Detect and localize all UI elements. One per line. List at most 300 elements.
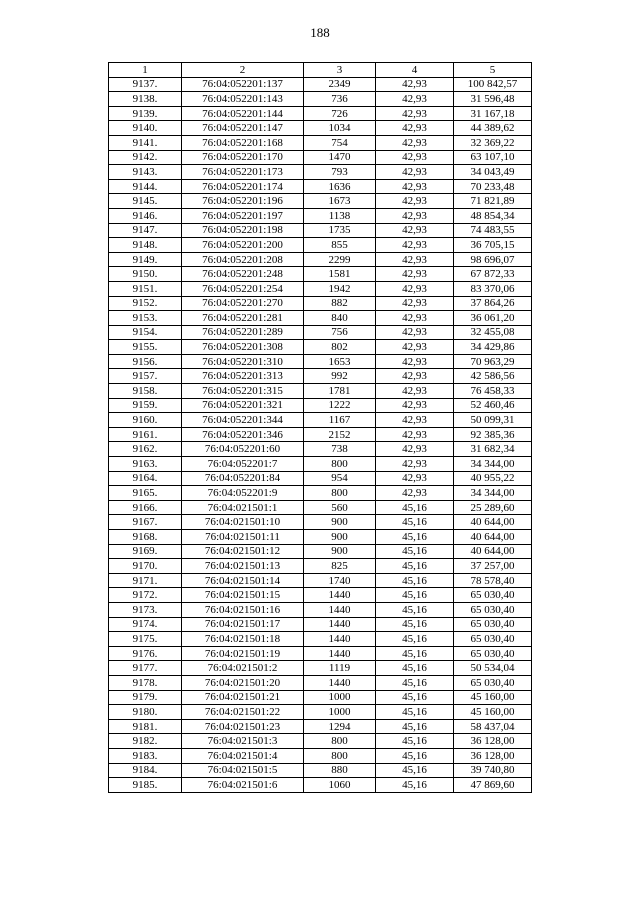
cell-area: 736 <box>304 92 376 107</box>
header-col-3: 3 <box>304 63 376 78</box>
table-row <box>109 559 532 574</box>
cell-row-number: 9172. <box>109 588 182 603</box>
table-row <box>109 646 532 661</box>
cell-row-number: 9149. <box>109 252 182 267</box>
cell-cadastral-number: 76:04:021501:11 <box>182 530 304 545</box>
table-row <box>109 252 532 267</box>
cell-rate: 45,16 <box>376 778 454 793</box>
cell-cadastral-number: 76:04:052201:346 <box>182 427 304 442</box>
cell-row-number: 9141. <box>109 135 182 150</box>
cell-value: 74 483,55 <box>454 223 532 238</box>
table-row <box>109 208 532 223</box>
cell-area: 825 <box>304 559 376 574</box>
cell-area: 1119 <box>304 661 376 676</box>
table-header-row <box>109 63 532 78</box>
cell-area: 1470 <box>304 150 376 165</box>
cell-area: 756 <box>304 325 376 340</box>
cell-rate: 42,93 <box>376 340 454 355</box>
cell-cadastral-number: 76:04:052201:147 <box>182 121 304 136</box>
cell-cadastral-number: 76:04:052201:143 <box>182 92 304 107</box>
cell-value: 63 107,10 <box>454 150 532 165</box>
cell-row-number: 9152. <box>109 296 182 311</box>
table-row <box>109 632 532 647</box>
cell-cadastral-number: 76:04:052201:196 <box>182 194 304 209</box>
cell-area: 1000 <box>304 690 376 705</box>
cell-rate: 42,93 <box>376 354 454 369</box>
cell-area: 992 <box>304 369 376 384</box>
table-row <box>109 486 532 501</box>
cell-rate: 45,16 <box>376 690 454 705</box>
cell-value: 71 821,89 <box>454 194 532 209</box>
table-row <box>109 77 532 92</box>
table-row <box>109 500 532 515</box>
cell-row-number: 9156. <box>109 354 182 369</box>
cell-rate: 45,16 <box>376 530 454 545</box>
table-row <box>109 179 532 194</box>
cell-cadastral-number: 76:04:052201:60 <box>182 442 304 457</box>
cell-row-number: 9148. <box>109 238 182 253</box>
cell-row-number: 9157. <box>109 369 182 384</box>
cell-area: 954 <box>304 471 376 486</box>
cell-area: 1167 <box>304 413 376 428</box>
cell-rate: 42,93 <box>376 471 454 486</box>
cell-value: 40 644,00 <box>454 515 532 530</box>
cell-row-number: 9183. <box>109 748 182 763</box>
cell-area: 793 <box>304 165 376 180</box>
table-row <box>109 748 532 763</box>
cell-cadastral-number: 76:04:052201:137 <box>182 77 304 92</box>
cell-area: 840 <box>304 311 376 326</box>
cell-area: 726 <box>304 106 376 121</box>
cell-area: 1636 <box>304 179 376 194</box>
cell-value: 31 167,18 <box>454 106 532 121</box>
cell-row-number: 9162. <box>109 442 182 457</box>
cell-cadastral-number: 76:04:052201:168 <box>182 135 304 150</box>
cell-value: 45 160,00 <box>454 705 532 720</box>
cell-rate: 45,16 <box>376 588 454 603</box>
cell-value: 34 344,00 <box>454 486 532 501</box>
table-row <box>109 413 532 428</box>
cell-value: 98 696,07 <box>454 252 532 267</box>
cell-rate: 42,93 <box>376 252 454 267</box>
table-row <box>109 719 532 734</box>
cell-rate: 45,16 <box>376 617 454 632</box>
cell-cadastral-number: 76:04:052201:313 <box>182 369 304 384</box>
cell-rate: 42,93 <box>376 223 454 238</box>
cell-area: 900 <box>304 530 376 545</box>
cell-rate: 42,93 <box>376 150 454 165</box>
table-row <box>109 354 532 369</box>
cell-area: 880 <box>304 763 376 778</box>
cell-row-number: 9150. <box>109 267 182 282</box>
cell-cadastral-number: 76:04:052201:308 <box>182 340 304 355</box>
cell-row-number: 9163. <box>109 457 182 472</box>
cell-rate: 45,16 <box>376 748 454 763</box>
cell-cadastral-number: 76:04:021501:5 <box>182 763 304 778</box>
cell-value: 37 864,26 <box>454 296 532 311</box>
cell-rate: 42,93 <box>376 194 454 209</box>
table-row <box>109 544 532 559</box>
table-row <box>109 311 532 326</box>
cell-row-number: 9167. <box>109 515 182 530</box>
cell-area: 1673 <box>304 194 376 209</box>
cell-cadastral-number: 76:04:021501:23 <box>182 719 304 734</box>
cell-row-number: 9182. <box>109 734 182 749</box>
cell-area: 1581 <box>304 267 376 282</box>
cell-cadastral-number: 76:04:021501:4 <box>182 748 304 763</box>
cell-value: 36 705,15 <box>454 238 532 253</box>
cell-area: 1735 <box>304 223 376 238</box>
cell-rate: 42,93 <box>376 427 454 442</box>
cell-cadastral-number: 76:04:021501:19 <box>182 646 304 661</box>
cell-cadastral-number: 76:04:021501:18 <box>182 632 304 647</box>
cell-row-number: 9168. <box>109 530 182 545</box>
cell-value: 36 128,00 <box>454 748 532 763</box>
cell-value: 65 030,40 <box>454 617 532 632</box>
cell-value: 34 344,00 <box>454 457 532 472</box>
cell-cadastral-number: 76:04:021501:1 <box>182 500 304 515</box>
cell-area: 1138 <box>304 208 376 223</box>
cell-row-number: 9138. <box>109 92 182 107</box>
cell-row-number: 9166. <box>109 500 182 515</box>
cell-rate: 42,93 <box>376 486 454 501</box>
cell-rate: 42,93 <box>376 369 454 384</box>
cell-area: 1440 <box>304 632 376 647</box>
cell-value: 76 458,33 <box>454 384 532 399</box>
table-row <box>109 617 532 632</box>
cell-row-number: 9160. <box>109 413 182 428</box>
table-row <box>109 267 532 282</box>
header-col-2: 2 <box>182 63 304 78</box>
cell-row-number: 9174. <box>109 617 182 632</box>
table-row <box>109 369 532 384</box>
cell-value: 78 578,40 <box>454 573 532 588</box>
cell-rate: 42,93 <box>376 165 454 180</box>
cell-value: 65 030,40 <box>454 588 532 603</box>
cell-rate: 45,16 <box>376 602 454 617</box>
cell-value: 39 740,80 <box>454 763 532 778</box>
cell-cadastral-number: 76:04:052201:289 <box>182 325 304 340</box>
cell-cadastral-number: 76:04:052201:248 <box>182 267 304 282</box>
cell-area: 1653 <box>304 354 376 369</box>
cell-rate: 42,93 <box>376 267 454 282</box>
cell-value: 42 586,56 <box>454 369 532 384</box>
cell-rate: 42,93 <box>376 296 454 311</box>
cell-cadastral-number: 76:04:052201:270 <box>182 296 304 311</box>
table-row <box>109 150 532 165</box>
cell-cadastral-number: 76:04:052201:144 <box>182 106 304 121</box>
cell-value: 34 043,49 <box>454 165 532 180</box>
cell-rate: 45,16 <box>376 705 454 720</box>
cell-value: 37 257,00 <box>454 559 532 574</box>
cell-value: 40 644,00 <box>454 544 532 559</box>
table-row <box>109 778 532 793</box>
table-row <box>109 165 532 180</box>
cell-cadastral-number: 76:04:021501:13 <box>182 559 304 574</box>
cell-area: 2299 <box>304 252 376 267</box>
cell-row-number: 9171. <box>109 573 182 588</box>
cell-rate: 42,93 <box>376 325 454 340</box>
cell-area: 1034 <box>304 121 376 136</box>
cell-area: 2152 <box>304 427 376 442</box>
cell-cadastral-number: 76:04:052201:9 <box>182 486 304 501</box>
cell-area: 560 <box>304 500 376 515</box>
table-row <box>109 471 532 486</box>
cell-rate: 45,16 <box>376 573 454 588</box>
cell-row-number: 9177. <box>109 661 182 676</box>
cell-area: 1440 <box>304 646 376 661</box>
cell-value: 58 437,04 <box>454 719 532 734</box>
cell-row-number: 9142. <box>109 150 182 165</box>
cell-value: 32 369,22 <box>454 135 532 150</box>
cell-area: 800 <box>304 486 376 501</box>
cell-area: 800 <box>304 457 376 472</box>
cell-rate: 42,93 <box>376 384 454 399</box>
table-row <box>109 427 532 442</box>
cell-value: 65 030,40 <box>454 675 532 690</box>
table-row <box>109 734 532 749</box>
cell-row-number: 9145. <box>109 194 182 209</box>
cell-row-number: 9154. <box>109 325 182 340</box>
cell-row-number: 9143. <box>109 165 182 180</box>
cell-value: 40 644,00 <box>454 530 532 545</box>
cell-row-number: 9178. <box>109 675 182 690</box>
table-body <box>109 77 532 792</box>
cell-value: 25 289,60 <box>454 500 532 515</box>
cell-value: 36 128,00 <box>454 734 532 749</box>
cell-value: 100 842,57 <box>454 77 532 92</box>
cell-area: 1440 <box>304 617 376 632</box>
table-row <box>109 442 532 457</box>
cell-cadastral-number: 76:04:052201:321 <box>182 398 304 413</box>
cell-rate: 42,93 <box>376 208 454 223</box>
cell-value: 83 370,06 <box>454 281 532 296</box>
cell-row-number: 9184. <box>109 763 182 778</box>
cell-rate: 42,93 <box>376 135 454 150</box>
cell-value: 50 099,31 <box>454 413 532 428</box>
cell-area: 900 <box>304 515 376 530</box>
cell-area: 900 <box>304 544 376 559</box>
cell-rate: 42,93 <box>376 281 454 296</box>
cell-rate: 45,16 <box>376 646 454 661</box>
cell-value: 44 389,62 <box>454 121 532 136</box>
cell-row-number: 9180. <box>109 705 182 720</box>
cell-rate: 45,16 <box>376 515 454 530</box>
table-row <box>109 340 532 355</box>
cell-row-number: 9153. <box>109 311 182 326</box>
table-row <box>109 135 532 150</box>
cell-cadastral-number: 76:04:052201:200 <box>182 238 304 253</box>
cell-row-number: 9176. <box>109 646 182 661</box>
cell-row-number: 9185. <box>109 778 182 793</box>
cell-rate: 42,93 <box>376 457 454 472</box>
cell-rate: 42,93 <box>376 413 454 428</box>
cell-value: 50 534,04 <box>454 661 532 676</box>
cell-row-number: 9165. <box>109 486 182 501</box>
cell-row-number: 9155. <box>109 340 182 355</box>
table-row <box>109 223 532 238</box>
cell-cadastral-number: 76:04:021501:12 <box>182 544 304 559</box>
table-row <box>109 398 532 413</box>
cell-area: 1440 <box>304 588 376 603</box>
cell-rate: 45,16 <box>376 734 454 749</box>
cell-row-number: 9181. <box>109 719 182 734</box>
cell-cadastral-number: 76:04:021501:2 <box>182 661 304 676</box>
cell-area: 738 <box>304 442 376 457</box>
cell-area: 1440 <box>304 602 376 617</box>
cell-row-number: 9140. <box>109 121 182 136</box>
cell-value: 67 872,33 <box>454 267 532 282</box>
cell-row-number: 9158. <box>109 384 182 399</box>
cell-area: 1781 <box>304 384 376 399</box>
cell-value: 70 233,48 <box>454 179 532 194</box>
cell-row-number: 9175. <box>109 632 182 647</box>
cell-value: 65 030,40 <box>454 602 532 617</box>
cell-area: 1294 <box>304 719 376 734</box>
cell-value: 47 869,60 <box>454 778 532 793</box>
cell-cadastral-number: 76:04:052201:281 <box>182 311 304 326</box>
cell-area: 1440 <box>304 675 376 690</box>
table-row <box>109 106 532 121</box>
cell-value: 65 030,40 <box>454 632 532 647</box>
cell-row-number: 9139. <box>109 106 182 121</box>
cell-rate: 42,93 <box>376 179 454 194</box>
cell-cadastral-number: 76:04:021501:16 <box>182 602 304 617</box>
cell-rate: 42,93 <box>376 311 454 326</box>
cell-value: 31 596,48 <box>454 92 532 107</box>
table-row <box>109 763 532 778</box>
cell-area: 802 <box>304 340 376 355</box>
cell-cadastral-number: 76:04:052201:315 <box>182 384 304 399</box>
cell-cadastral-number: 76:04:052201:7 <box>182 457 304 472</box>
cell-value: 45 160,00 <box>454 690 532 705</box>
cell-rate: 45,16 <box>376 632 454 647</box>
cell-value: 31 682,34 <box>454 442 532 457</box>
cell-area: 1060 <box>304 778 376 793</box>
cell-cadastral-number: 76:04:052201:197 <box>182 208 304 223</box>
cell-rate: 45,16 <box>376 559 454 574</box>
table-row <box>109 705 532 720</box>
table-row <box>109 515 532 530</box>
cell-area: 754 <box>304 135 376 150</box>
cell-row-number: 9147. <box>109 223 182 238</box>
cell-area: 800 <box>304 734 376 749</box>
table-row <box>109 457 532 472</box>
cell-value: 70 963,29 <box>454 354 532 369</box>
cell-rate: 42,93 <box>376 442 454 457</box>
cell-row-number: 9179. <box>109 690 182 705</box>
cell-rate: 42,93 <box>376 238 454 253</box>
table-row <box>109 661 532 676</box>
cell-area: 800 <box>304 748 376 763</box>
header-col-5: 5 <box>454 63 532 78</box>
cell-value: 52 460,46 <box>454 398 532 413</box>
cell-rate: 42,93 <box>376 77 454 92</box>
cell-cadastral-number: 76:04:052201:173 <box>182 165 304 180</box>
table-row <box>109 675 532 690</box>
table-row <box>109 530 532 545</box>
cell-area: 1222 <box>304 398 376 413</box>
cell-rate: 45,16 <box>376 661 454 676</box>
cell-value: 36 061,20 <box>454 311 532 326</box>
cell-cadastral-number: 76:04:052201:84 <box>182 471 304 486</box>
cell-row-number: 9159. <box>109 398 182 413</box>
cell-row-number: 9151. <box>109 281 182 296</box>
table-row <box>109 238 532 253</box>
cell-row-number: 9144. <box>109 179 182 194</box>
cell-area: 882 <box>304 296 376 311</box>
cell-cadastral-number: 76:04:021501:3 <box>182 734 304 749</box>
cell-cadastral-number: 76:04:052201:310 <box>182 354 304 369</box>
table-row <box>109 281 532 296</box>
cell-rate: 45,16 <box>376 544 454 559</box>
table-row <box>109 573 532 588</box>
cell-row-number: 9161. <box>109 427 182 442</box>
cell-row-number: 9173. <box>109 602 182 617</box>
table-row <box>109 384 532 399</box>
cell-value: 48 854,34 <box>454 208 532 223</box>
cell-row-number: 9146. <box>109 208 182 223</box>
table-row <box>109 325 532 340</box>
cell-value: 34 429,86 <box>454 340 532 355</box>
cell-cadastral-number: 76:04:021501:15 <box>182 588 304 603</box>
cell-cadastral-number: 76:04:052201:174 <box>182 179 304 194</box>
cell-rate: 45,16 <box>376 763 454 778</box>
cell-cadastral-number: 76:04:021501:22 <box>182 705 304 720</box>
cell-rate: 42,93 <box>376 398 454 413</box>
table-row <box>109 121 532 136</box>
cell-row-number: 9137. <box>109 77 182 92</box>
table-row <box>109 194 532 209</box>
cell-rate: 45,16 <box>376 675 454 690</box>
table-row <box>109 690 532 705</box>
cell-cadastral-number: 76:04:052201:198 <box>182 223 304 238</box>
cell-cadastral-number: 76:04:052201:208 <box>182 252 304 267</box>
cell-rate: 45,16 <box>376 719 454 734</box>
cell-value: 65 030,40 <box>454 646 532 661</box>
cell-row-number: 9164. <box>109 471 182 486</box>
cell-rate: 42,93 <box>376 121 454 136</box>
cell-area: 855 <box>304 238 376 253</box>
header-col-4: 4 <box>376 63 454 78</box>
cell-cadastral-number: 76:04:052201:170 <box>182 150 304 165</box>
cell-area: 1942 <box>304 281 376 296</box>
cell-cadastral-number: 76:04:021501:21 <box>182 690 304 705</box>
cell-cadastral-number: 76:04:021501:6 <box>182 778 304 793</box>
table-row <box>109 602 532 617</box>
cell-cadastral-number: 76:04:021501:10 <box>182 515 304 530</box>
cell-row-number: 9170. <box>109 559 182 574</box>
cell-cadastral-number: 76:04:052201:254 <box>182 281 304 296</box>
table-row <box>109 92 532 107</box>
table-row <box>109 296 532 311</box>
cell-rate: 45,16 <box>376 500 454 515</box>
table-row <box>109 588 532 603</box>
cell-cadastral-number: 76:04:021501:20 <box>182 675 304 690</box>
cell-area: 2349 <box>304 77 376 92</box>
cell-cadastral-number: 76:04:021501:14 <box>182 573 304 588</box>
cell-row-number: 9169. <box>109 544 182 559</box>
cell-rate: 42,93 <box>376 92 454 107</box>
cell-cadastral-number: 76:04:021501:17 <box>182 617 304 632</box>
cell-area: 1000 <box>304 705 376 720</box>
header-col-1: 1 <box>109 63 182 78</box>
land-plots-table <box>108 62 532 793</box>
cell-value: 92 385,36 <box>454 427 532 442</box>
cell-cadastral-number: 76:04:052201:344 <box>182 413 304 428</box>
cell-rate: 42,93 <box>376 106 454 121</box>
cell-value: 40 955,22 <box>454 471 532 486</box>
